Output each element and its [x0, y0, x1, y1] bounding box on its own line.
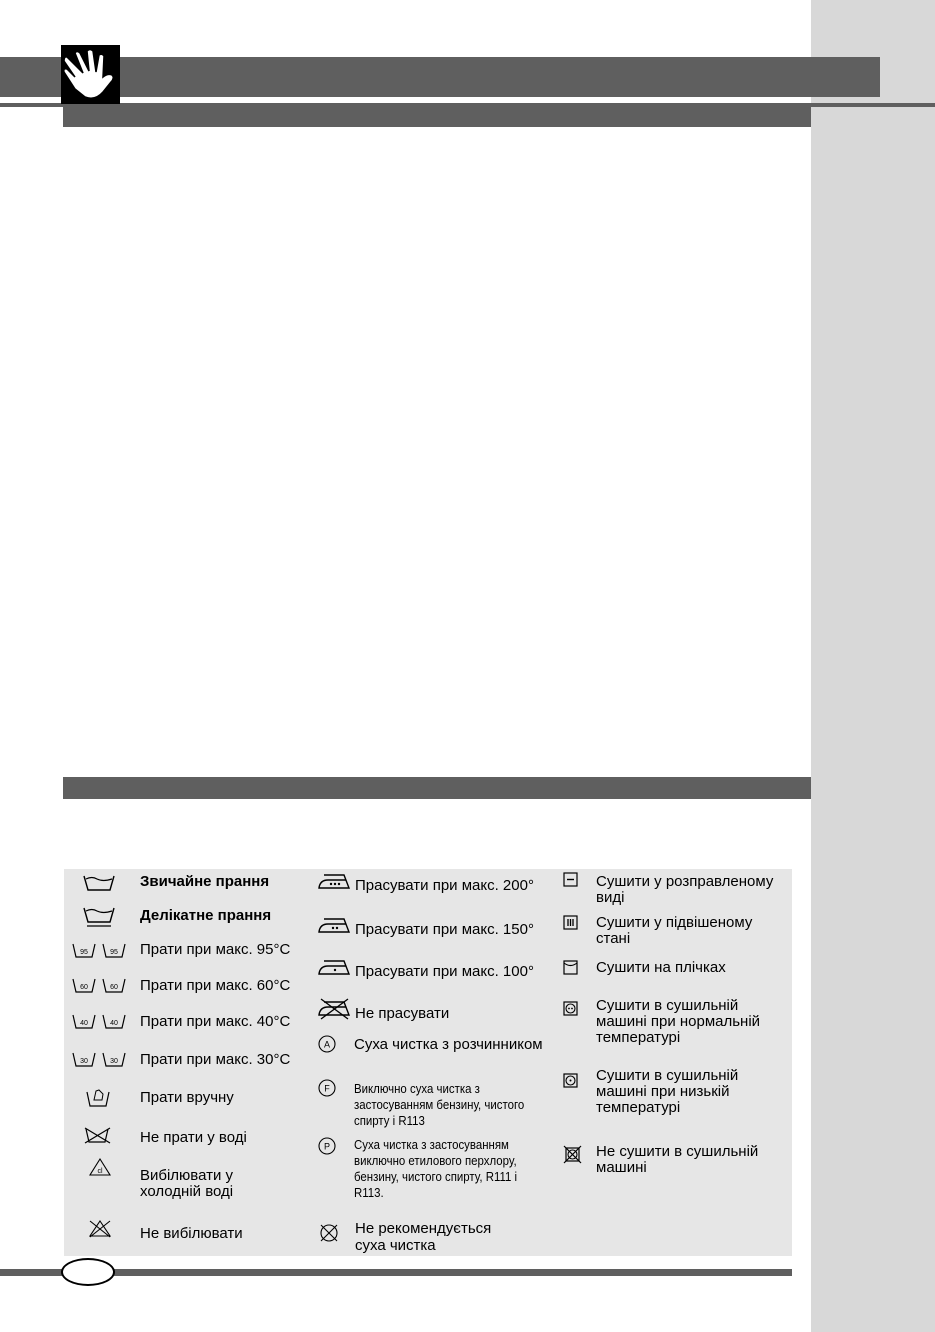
no-dry-clean-icon — [319, 1223, 341, 1245]
legend-label: Вибілювати у — [140, 1167, 234, 1184]
legend-label: Прати при макс. 60°C — [140, 977, 291, 994]
svg-text:40: 40 — [80, 1020, 88, 1027]
legend-label: Делікатне прання — [140, 907, 272, 924]
dry-clean-p-icon — [318, 1137, 338, 1157]
svg-text:60: 60 — [80, 984, 88, 991]
legend-label: Прати вручну — [140, 1089, 234, 1106]
svg-text:95: 95 — [110, 949, 118, 956]
legend-label: Не рекомендується — [355, 1220, 492, 1237]
wash-95-icon — [72, 941, 128, 961]
legend-label: Звичайне прання — [140, 873, 270, 890]
legend-label: стані — [596, 930, 631, 947]
dry-flat-icon — [563, 872, 579, 888]
legend-label: Сушити у підвішеному — [596, 914, 753, 931]
bleach-icon — [89, 1157, 111, 1177]
legend-label: холодній воді — [140, 1183, 234, 1200]
svg-text:30: 30 — [80, 1058, 88, 1065]
section-bar-symbols — [63, 777, 811, 799]
wash-40-icon — [72, 1012, 128, 1032]
tumble-dry-low-icon — [563, 1073, 579, 1089]
header-bar — [0, 57, 880, 97]
dry-clean-a-icon — [318, 1035, 338, 1055]
line-dry-icon — [563, 960, 579, 976]
legend-label: Сушити у розправленому — [596, 873, 774, 890]
legend-label: Прасувати при макс. 200° — [355, 877, 534, 894]
svg-text:P: P — [323, 1141, 331, 1152]
no-tumble-dry-icon — [563, 1145, 583, 1165]
no-wash-icon — [84, 1127, 112, 1145]
legend-label: температурі — [596, 1099, 681, 1116]
iron-200-icon — [318, 872, 352, 892]
legend-label: суха чистка — [355, 1237, 436, 1254]
drip-dry-icon — [563, 915, 579, 931]
legend-label: Не прати у воді — [140, 1129, 247, 1146]
svg-text:A: A — [323, 1039, 331, 1050]
hand-icon — [61, 45, 120, 104]
wash-30-icon — [72, 1050, 128, 1070]
svg-text:cl: cl — [97, 1168, 103, 1175]
iron-150-icon — [318, 916, 352, 936]
legend-label: температурі — [596, 1029, 681, 1046]
svg-text:60: 60 — [110, 984, 118, 991]
right-margin-panel — [811, 0, 935, 1332]
legend-label: Суха чистка з розчинником — [354, 1036, 543, 1053]
hand-wash-icon — [86, 1086, 112, 1110]
legend-label: Сушити в сушильній — [596, 997, 739, 1014]
svg-text:30: 30 — [110, 1058, 118, 1065]
legend-label: Прати при макс. 30°C — [140, 1051, 291, 1068]
tumble-dry-normal-icon — [563, 1001, 579, 1017]
wash-basin-icon — [83, 873, 115, 893]
legend-label: машині — [596, 1159, 647, 1176]
legend-label: Прасувати при макс. 150° — [355, 921, 534, 938]
legend-label: Не вибілювати — [140, 1225, 243, 1242]
legend-label: Не сушити в сушильній — [596, 1143, 759, 1160]
dry-clean-f-icon — [318, 1079, 338, 1099]
legend-label: Не прасувати — [355, 1005, 450, 1022]
legend-label: виді — [596, 889, 625, 906]
hand-logo — [61, 45, 120, 104]
legend-label: Суха чистка з застосуванням виключно етилового перхлору, бензину, чистого спирту, R111 і R113. — [354, 1137, 518, 1200]
legend-label: Прасувати при макс. 100° — [355, 963, 534, 980]
svg-text:F: F — [324, 1083, 330, 1094]
delicate-wash-icon — [83, 905, 115, 929]
page-number-oval — [61, 1258, 115, 1286]
legend-label: Прати при макс. 40°C — [140, 1013, 291, 1030]
footer-rule — [0, 1269, 792, 1276]
iron-100-icon — [318, 958, 352, 978]
wash-60-icon — [72, 976, 128, 996]
legend-label: машині при низькій — [596, 1083, 730, 1100]
section-bar-top — [63, 107, 811, 127]
legend-label: Виключно суха чистка з застосуванням бензину, чистого спирту і R113 — [354, 1081, 525, 1128]
care-symbols-legend — [64, 869, 792, 1256]
svg-text:40: 40 — [110, 1020, 118, 1027]
no-bleach-icon — [88, 1219, 112, 1239]
svg-text:95: 95 — [80, 949, 88, 956]
no-iron-icon — [318, 998, 352, 1020]
legend-label: Прати при макс. 95°C — [140, 941, 291, 958]
legend-label: машині при нормальній — [596, 1013, 761, 1030]
legend-label: Сушити на плічках — [596, 959, 726, 976]
legend-label: Сушити в сушильній — [596, 1067, 739, 1084]
